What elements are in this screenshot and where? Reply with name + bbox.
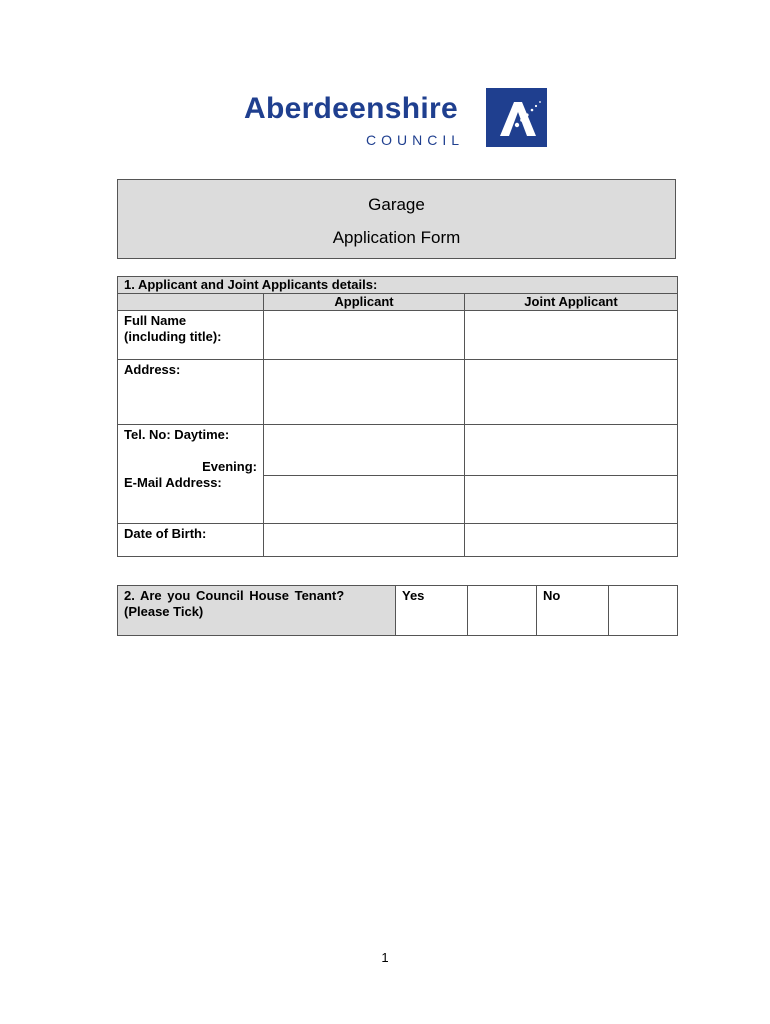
aberdeenshire-council-logo xyxy=(244,86,549,150)
joint-full-name-field[interactable] xyxy=(465,311,678,360)
logo-a-icon xyxy=(486,88,547,147)
full-name-label-line2: (including title): xyxy=(124,329,222,344)
yes-tick-box[interactable] xyxy=(468,586,537,636)
yes-label: Yes xyxy=(396,586,468,636)
section1-heading: 1. Applicant and Joint Applicants details: xyxy=(118,277,678,294)
form-subtitle: Application Form xyxy=(332,228,461,247)
dob-label: Date of Birth: xyxy=(118,523,264,556)
applicant-tel-field[interactable] xyxy=(264,425,465,476)
address-label: Address: xyxy=(118,360,264,425)
logo-wordmark: Aberdeenshire xyxy=(244,92,458,125)
joint-applicant-column-header: Joint Applicant xyxy=(465,294,678,311)
tenant-question-table xyxy=(117,585,678,636)
no-label: No xyxy=(537,586,609,636)
joint-address-field[interactable] xyxy=(465,360,678,425)
full-name-label-line1: Full Name xyxy=(124,313,187,328)
email-label: E-Mail Address: xyxy=(118,475,264,523)
applicant-details-table xyxy=(117,276,678,557)
tenant-question-cell xyxy=(118,586,396,636)
joint-email-field[interactable] xyxy=(465,475,678,523)
form-title-box xyxy=(117,179,676,259)
form-title: Garage xyxy=(368,195,425,214)
applicant-full-name-field[interactable] xyxy=(264,311,465,360)
tel-label-cell xyxy=(118,425,264,476)
tenant-question-text: 2. Are you Council House Tenant? xyxy=(124,588,345,603)
blank-header-cell xyxy=(118,294,264,311)
tel-daytime-label: Tel. No: Daytime: xyxy=(124,427,230,442)
applicant-column-header: Applicant xyxy=(264,294,465,311)
no-tick-box[interactable] xyxy=(609,586,678,636)
logo-council-text: COUNCIL xyxy=(366,132,465,148)
tel-evening-label: Evening: xyxy=(202,459,257,474)
joint-tel-field[interactable] xyxy=(465,425,678,476)
applicant-dob-field[interactable] xyxy=(264,523,465,556)
full-name-label xyxy=(118,311,264,360)
applicant-address-field[interactable] xyxy=(264,360,465,425)
joint-dob-field[interactable] xyxy=(465,523,678,556)
page-number: 1 xyxy=(381,950,389,965)
tenant-question-instruction: (Please Tick) xyxy=(124,604,204,619)
applicant-email-field[interactable] xyxy=(264,475,465,523)
